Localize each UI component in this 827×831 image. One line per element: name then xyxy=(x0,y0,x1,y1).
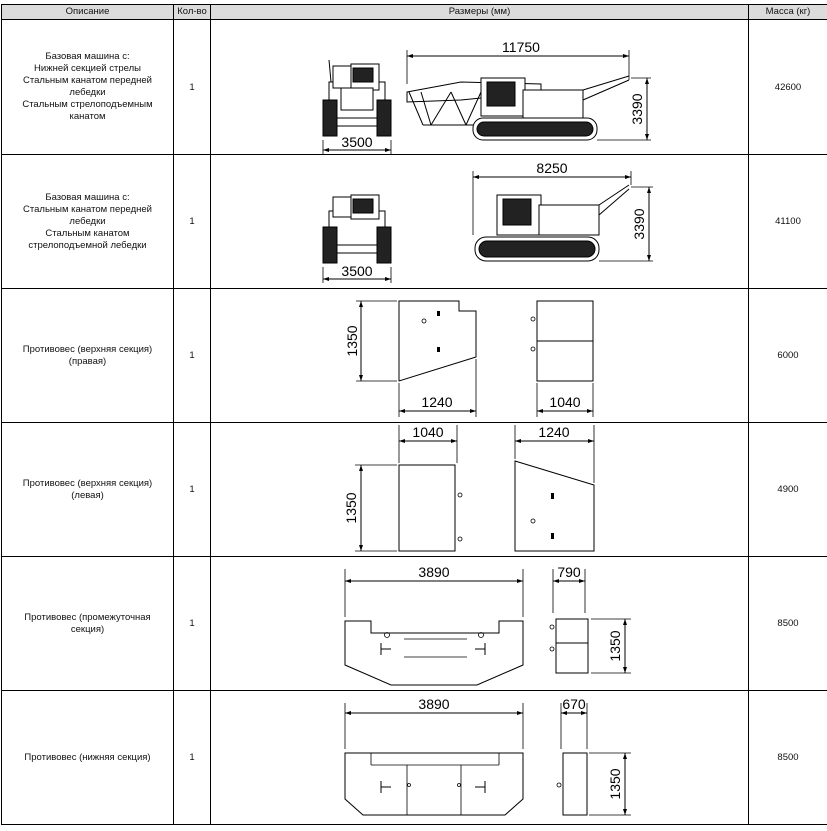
table-row xyxy=(2,20,827,155)
row-description xyxy=(2,155,174,289)
base-machine-drawing xyxy=(211,155,749,288)
row-mass: 8500 xyxy=(749,691,827,825)
depth-dimension-label: 670 xyxy=(562,696,586,712)
side-view-upper xyxy=(556,619,588,643)
desc-line: Нижней секцией стрелы xyxy=(34,63,141,74)
desc-line: секция) xyxy=(70,623,105,635)
row-qty: 1 xyxy=(174,20,211,155)
row-drawing xyxy=(211,289,749,423)
desc-line: Стальным канатом xyxy=(45,227,130,239)
header-dimensions: Размеры (мм) xyxy=(211,5,749,20)
side-view-shape xyxy=(515,461,594,551)
table-row xyxy=(2,423,827,557)
desc-line: Противовес (нижняя секция) xyxy=(24,751,151,763)
height-dimension-label: 3390 xyxy=(629,93,645,125)
row-qty: 1 xyxy=(174,691,211,825)
table-row xyxy=(2,155,827,289)
row-qty: 1 xyxy=(174,289,211,423)
row-qty: 1 xyxy=(174,155,211,289)
row-drawing xyxy=(211,557,749,691)
desc-line: (правая) xyxy=(68,355,107,367)
desc-line: Стальным канатом передней xyxy=(23,203,152,215)
counterweight-upper-right-drawing xyxy=(211,289,749,422)
machine-side-view xyxy=(475,185,629,261)
side-view-lower xyxy=(556,643,588,673)
table-row xyxy=(2,557,827,691)
transport-dimensions-table xyxy=(1,4,827,825)
side-view-shape xyxy=(563,753,587,815)
row-mass: 42600 xyxy=(749,20,827,155)
row-qty: 1 xyxy=(174,423,211,557)
length-dimension-label: 3890 xyxy=(418,564,450,580)
desc-line: Базовая машина с: xyxy=(45,191,130,203)
front-view-shape xyxy=(345,621,523,685)
row-mass: 4900 xyxy=(749,423,827,557)
row-description xyxy=(2,691,174,825)
row-drawing xyxy=(211,155,749,289)
height-dimension-label: 1350 xyxy=(344,325,360,357)
front-view-shape xyxy=(345,753,523,815)
desc-line: (левая) xyxy=(71,489,104,501)
counterweight-lower-drawing xyxy=(211,691,749,824)
table-row xyxy=(2,289,827,423)
side-width-dimension-label: 1240 xyxy=(538,424,570,440)
desc-line: лебедки xyxy=(69,215,106,227)
front-width-dimension-label: 1040 xyxy=(549,394,581,410)
row-description xyxy=(2,20,174,155)
machine-front-view xyxy=(323,60,391,136)
row-drawing xyxy=(211,691,749,825)
desc-line: Противовес (промежуточная xyxy=(24,611,151,623)
height-dimension-label: 3390 xyxy=(631,208,647,240)
desc-line: Базовая машина с: xyxy=(45,51,130,62)
machine-side-view xyxy=(407,76,629,140)
row-qty: 1 xyxy=(174,557,211,691)
length-dimension-label: 8250 xyxy=(536,160,568,176)
row-mass: 6000 xyxy=(749,289,827,423)
row-mass: 8500 xyxy=(749,557,827,691)
height-dimension-label: 1350 xyxy=(607,630,623,662)
table-row xyxy=(2,691,827,825)
length-dimension-label: 3890 xyxy=(418,696,450,712)
depth-dimension-label: 790 xyxy=(557,564,581,580)
machine-front-view xyxy=(323,195,391,263)
header-description: Описание xyxy=(2,5,174,20)
counterweight-middle-drawing xyxy=(211,557,749,690)
desc-line: канатом xyxy=(69,111,106,122)
counterweight-upper-left-drawing xyxy=(211,423,749,556)
row-description xyxy=(2,423,174,557)
height-dimension-label: 1350 xyxy=(607,768,623,800)
front-view-shape xyxy=(399,465,455,551)
height-dimension-label: 1350 xyxy=(343,492,359,524)
width-dimension-label: 3500 xyxy=(341,263,373,279)
width-dimension-label: 3500 xyxy=(341,134,373,150)
front-width-dimension-label: 1040 xyxy=(412,424,444,440)
header-mass: Масса (кг) xyxy=(749,5,827,20)
page-corner-mark xyxy=(2,0,10,2)
front-view-upper xyxy=(537,301,593,341)
row-drawing xyxy=(211,423,749,557)
desc-line: Противовес (верхняя секция) xyxy=(22,343,153,355)
row-description xyxy=(2,557,174,691)
desc-line: стрелоподъемной лебедки xyxy=(28,239,147,251)
desc-line: лебедки xyxy=(69,87,106,98)
row-mass: 41100 xyxy=(749,155,827,289)
desc-line: Противовес (верхняя секция) xyxy=(22,477,153,489)
table-header-row xyxy=(2,5,827,20)
front-view-lower xyxy=(537,341,593,381)
length-dimension-label: 11750 xyxy=(502,39,540,55)
desc-line: Стальным стрелоподъемным xyxy=(22,99,153,110)
row-drawing xyxy=(211,20,749,155)
side-width-dimension-label: 1240 xyxy=(421,394,453,410)
row-description xyxy=(2,289,174,423)
base-machine-with-boom-drawing xyxy=(211,20,749,154)
header-qty: Кол-во xyxy=(174,5,211,20)
desc-line: Стальным канатом передней xyxy=(23,75,152,86)
